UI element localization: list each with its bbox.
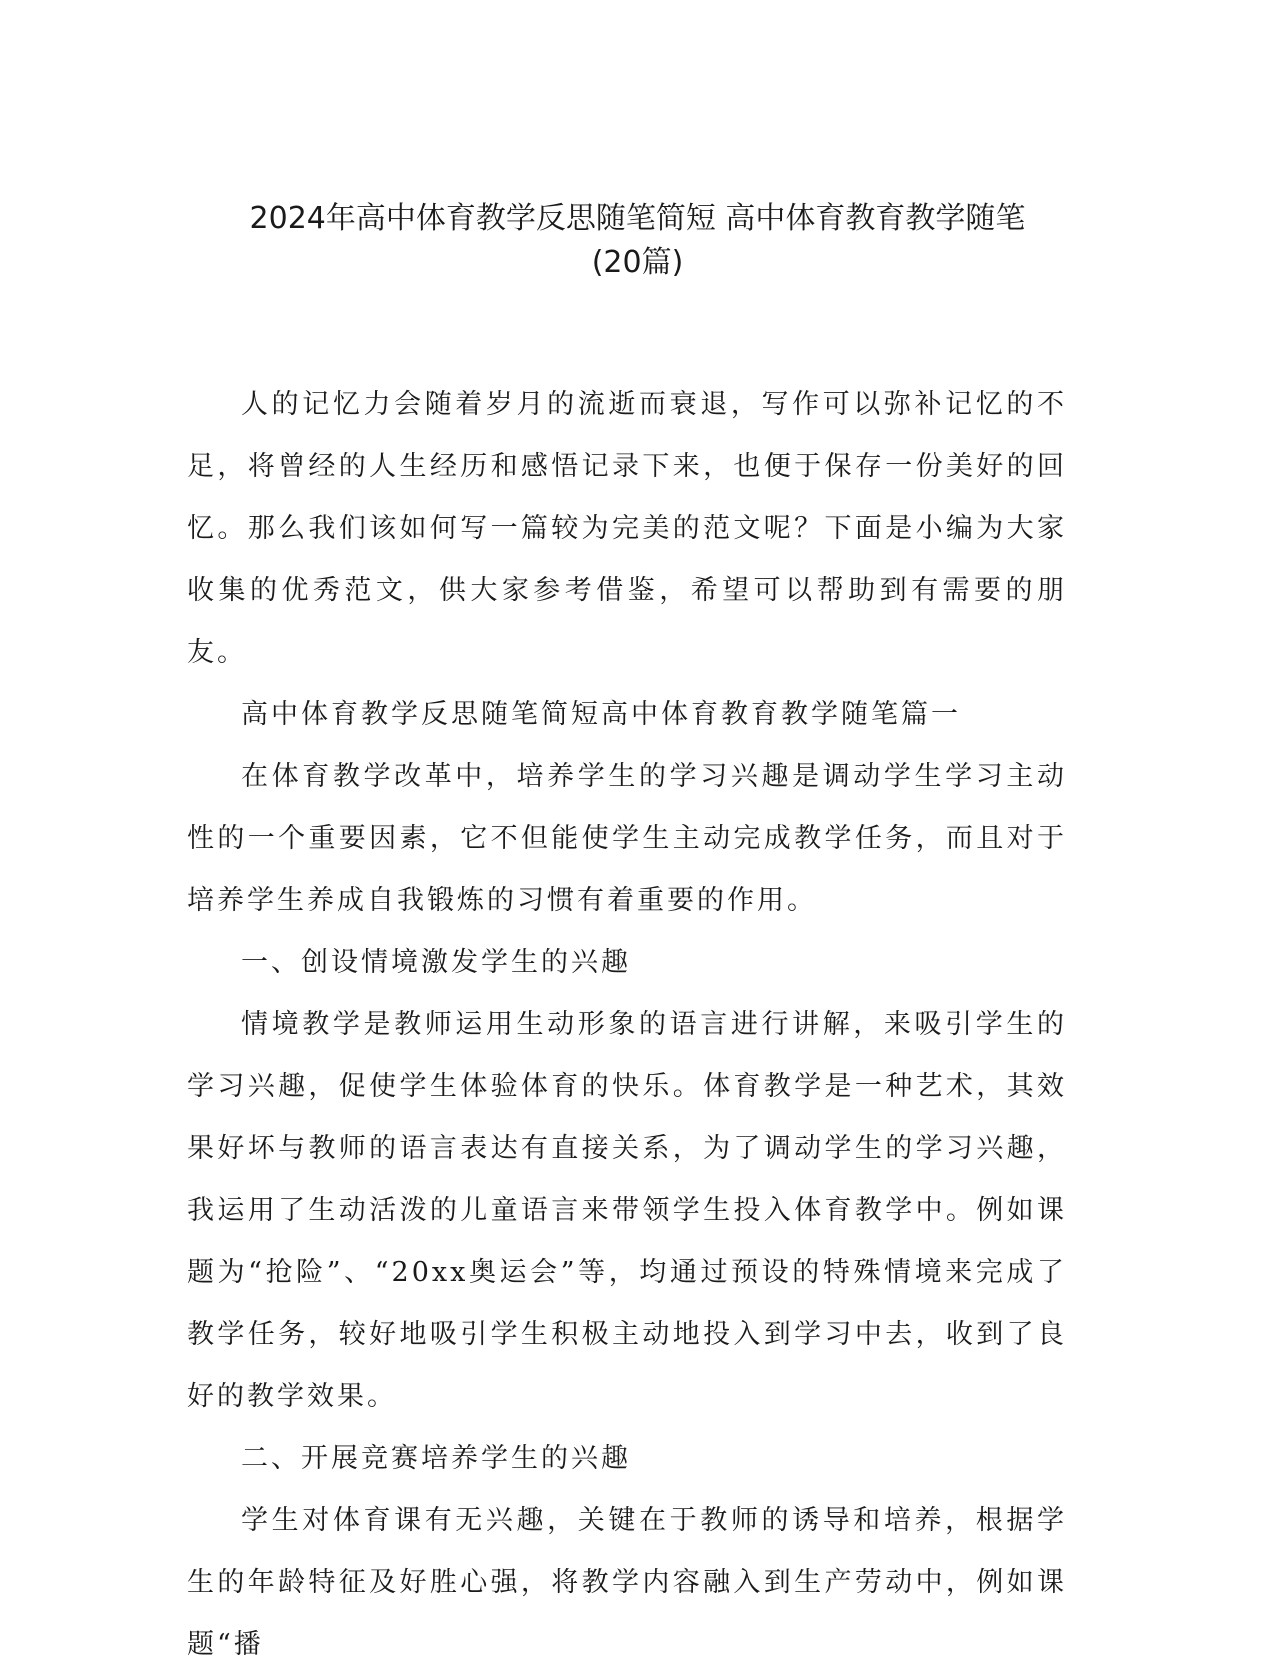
body-paragraph: 学生对体育课有无兴趣，关键在于教师的诱导和培养，根据学生的年龄特征及好胜心强，将教学内容融入到生产劳动中，例如课题“播 (187, 1505, 1067, 1660)
subsection-heading-2: 二、开展竞赛培养学生的兴趣 (241, 1443, 631, 1474)
document-title (150, 197, 1125, 285)
document-title-line-1: 2024年高中体育教学反思随笔简短 高中体育教育教学随笔 (249, 201, 1026, 236)
body-paragraph: 情境教学是教师运用生动形象的语言进行讲解，来吸引学生的学习兴趣，促使学生体验体育的快乐。体育教学是一种艺术，其效果好坏与教师的语言表达有直接关系，为了调动学生的学习兴趣，我运用了生动活泼的儿童语言来带领学生投入体育教学中。例如课题为“抢险”、“20xx奥运会”等，均通过预设的特殊情境来完成了教学任务，较好地吸引学生积极主动地投入到学习中去，收到了良好的教学效果。 (187, 1009, 1067, 1412)
document-body (187, 374, 1067, 1676)
subsection-heading-1: 一、创设情境激发学生的兴趣 (241, 947, 631, 978)
body-paragraph: 在体育教学改革中，培养学生的学习兴趣是调动学生学习主动性的一个重要因素，它不但能使学生主动完成教学任务，而且对于培养学生养成自我锻炼的习惯有着重要的作用。 (187, 761, 1067, 916)
section-heading: 高中体育教学反思随笔简短高中体育教育教学随笔篇一 (241, 699, 961, 730)
intro-paragraph: 人的记忆力会随着岁月的流逝而衰退，写作可以弥补记忆的不足，将曾经的人生经历和感悟记录下来，也便于保存一份美好的回忆。那么我们该如何写一篇较为完美的范文呢？下面是小编为大家收集的优秀范文，供大家参考借鉴，希望可以帮助到有需要的朋友。 (187, 389, 1067, 668)
document-title-line-2: (20篇) (591, 245, 684, 280)
